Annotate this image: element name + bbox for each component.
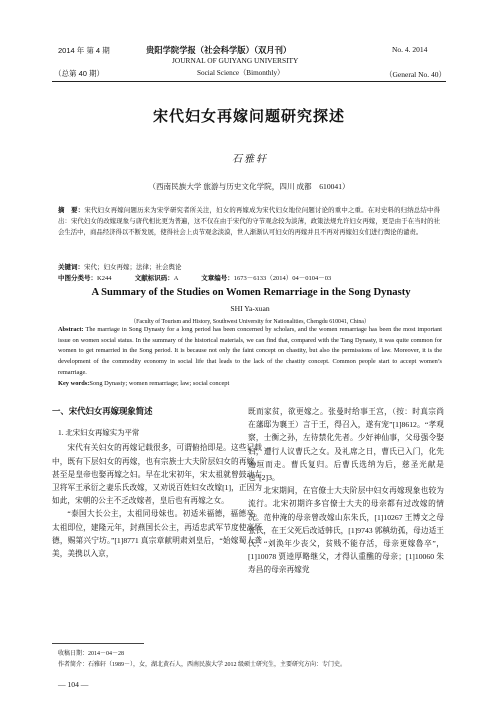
journal-name-cn: 贵阳学院学报（社会科学版）（双月刊） [146,45,292,55]
abstract-label: 摘 要： [58,207,85,214]
general-number-en: （General No. 40） [385,70,447,79]
doc-code-label: 文献标识码： [134,275,174,282]
body-paragraph: 北宋期间，在官僚士大夫阶层中妇女再嫁现象也较为流行。北宋初期许多官僚士大夫的母亲都有过改嫁的情况。范仲淹的母亲曾改嫁山东朱氏，[1]10267 王博文之母张氏，在王父死后改适韩氏，[1]9743 郭稹幼孤，母边适王氏；“刘涣年少丧父，贫贱不能存活，母亲更嫁魯卒”，[1]10078 贾逵厚略继父，才得认重醮的母亲；[1]10060 朱寿昌的母亲再嫁党 [248,486,444,575]
body-left-column [52,405,262,560]
affiliation: （西南民族大学 旅游与历史文化学院，四川 成都 610041） [148,182,350,191]
english-keywords [58,380,229,387]
received-date: 收稿日期：2014－04－28 [58,651,125,657]
author-name: 石雅轩 [232,154,268,165]
english-keywords-label: Key words: [58,380,90,387]
english-abstract-label: Abstract: [58,326,84,333]
article-no-label: 文章编号： [201,275,234,282]
english-keywords-text: Song Dynasty; women remarriage; law; social concept [89,380,230,387]
article-no-value: 1673－6133（2014）04－0104－03 [233,275,332,282]
english-abstract [58,325,442,379]
subsection-heading-1: 1. 北宋妇女再嫁实为平常 [58,428,140,438]
clc-value: K244 [97,275,112,282]
clc-label: 中图分类号： [58,275,97,282]
journal-name-en: JOURNAL OF GUIYANG UNIVERSITY [172,56,299,65]
english-abstract-text: The marriage in Song Dynasty for a long period has been concerned by scholars, and the women remarriage has been the most important issue on women social status. In the summary of the historical materials, we can find that, compared with the Tang Dynasty, it was quite common for women to get remarried in the Song period. It is because not only the faint concept on chastity, but also the permissions of law. Moreover, it is the development of the commodity economy in social life that leads to the lack of the chastity concept. Common people start to accept women’s remarriage. [58,326,442,376]
doc-code-value: A [173,275,179,282]
author-bio: 作者简介：石雅轩（1989－），女，湖北黄石人，西南民族大学 2012 级硕士研究生，主要研究方向：专门史。 [58,662,347,668]
abstract-text: 宋代妇女再嫁问题历来为宋学研究者所关注，妇女的再嫁成为宋代妇女地位问题讨论的重中之重。在对史料的归纳总结中得出：宋代妇女的改嫁现象与唐代相比更为普遍，这不仅在由于宋代的守节观念较为淡薄，政策法规允许妇女再嫁，更是由于在当时的社会生活中，商品经济得以不断发展，使得社会上贞节观念淡漠，世人渐渐认可妇女的再嫁并且不再对再嫁妇女们进行舆论的谴责。 [58,207,440,236]
body-right-column [248,405,444,577]
keywords-label: 关键词： [58,264,84,271]
body-paragraph: “泰国大长公主，太祖同母妹也。初适米福德，福德卒。太祖即位，建隆元年，封燕国长公主，再适忠武军节度使高怀德，赐第兴宁坊。”[1]8771 真宗章献明肃刘皇后，“始嫁蜀人龚美，美携以入京， [52,509,262,559]
issue-total-label: （总第 40 期） [54,69,105,78]
issue-number-en: No. 4. 2014 [392,45,428,54]
issue-label: 2014 年 第 4 期 [58,46,110,55]
keywords-text: 宋代；妇女再嫁；法律；社会舆论 [84,264,182,271]
english-title: A Summary of the Studies on Women Remarriage in the Song Dynasty [91,287,411,298]
footnote-rule [52,643,144,644]
journal-series: Social Science（Bimonthly） [197,69,285,77]
article-title: 宋代妇女再嫁问题研究探述 [152,108,345,125]
english-author: SHI Ya-xuan [230,304,270,313]
keywords-cn [58,262,182,271]
classification-line [58,273,331,282]
header-rule [52,81,446,82]
body-paragraph: 宋代有关妇女的再嫁记载很多，可谓俯拾即是。这些记载中，既有下层妇女的再嫁，也有宗族士大夫阶层妇女的再嫁，甚至是皇帝也娶再嫁之妇。早在北宋初年，宋太祖就曾鼓动左卫将军王承衍之妻乐氏改嫁，又劝说百姓妇女改嫁[1]，正因为如此，宋朝的公主不乏改嫁者，皇后也有再嫁之女。 [52,443,262,506]
body-paragraph: 既而家贫，欲更嫁之。张曼时给事王宫，（按：时真宗尚在藩邸为襄王）言于王，得召入，遂有宠”[1]8612。“孝观察，士衡之孙，左待禁化先者。少好神仙事，父母强令娶妇，遭行人议曹氏之女。及礼席之日，曹氏已入门，化先逾垣而走。曹氏复归。后曹氏选纳为后，慈圣光献是也”[2]3。 [248,407,444,483]
page-number: — 104 — [58,680,89,689]
abstract-cn [58,205,440,238]
section-heading-1: 一、宋代妇女再嫁现象简述 [52,406,153,416]
english-affiliation: （Faculty of Tourism and History, Southwest University for Nationalities, Chengdu 610041, China） [130,319,370,325]
